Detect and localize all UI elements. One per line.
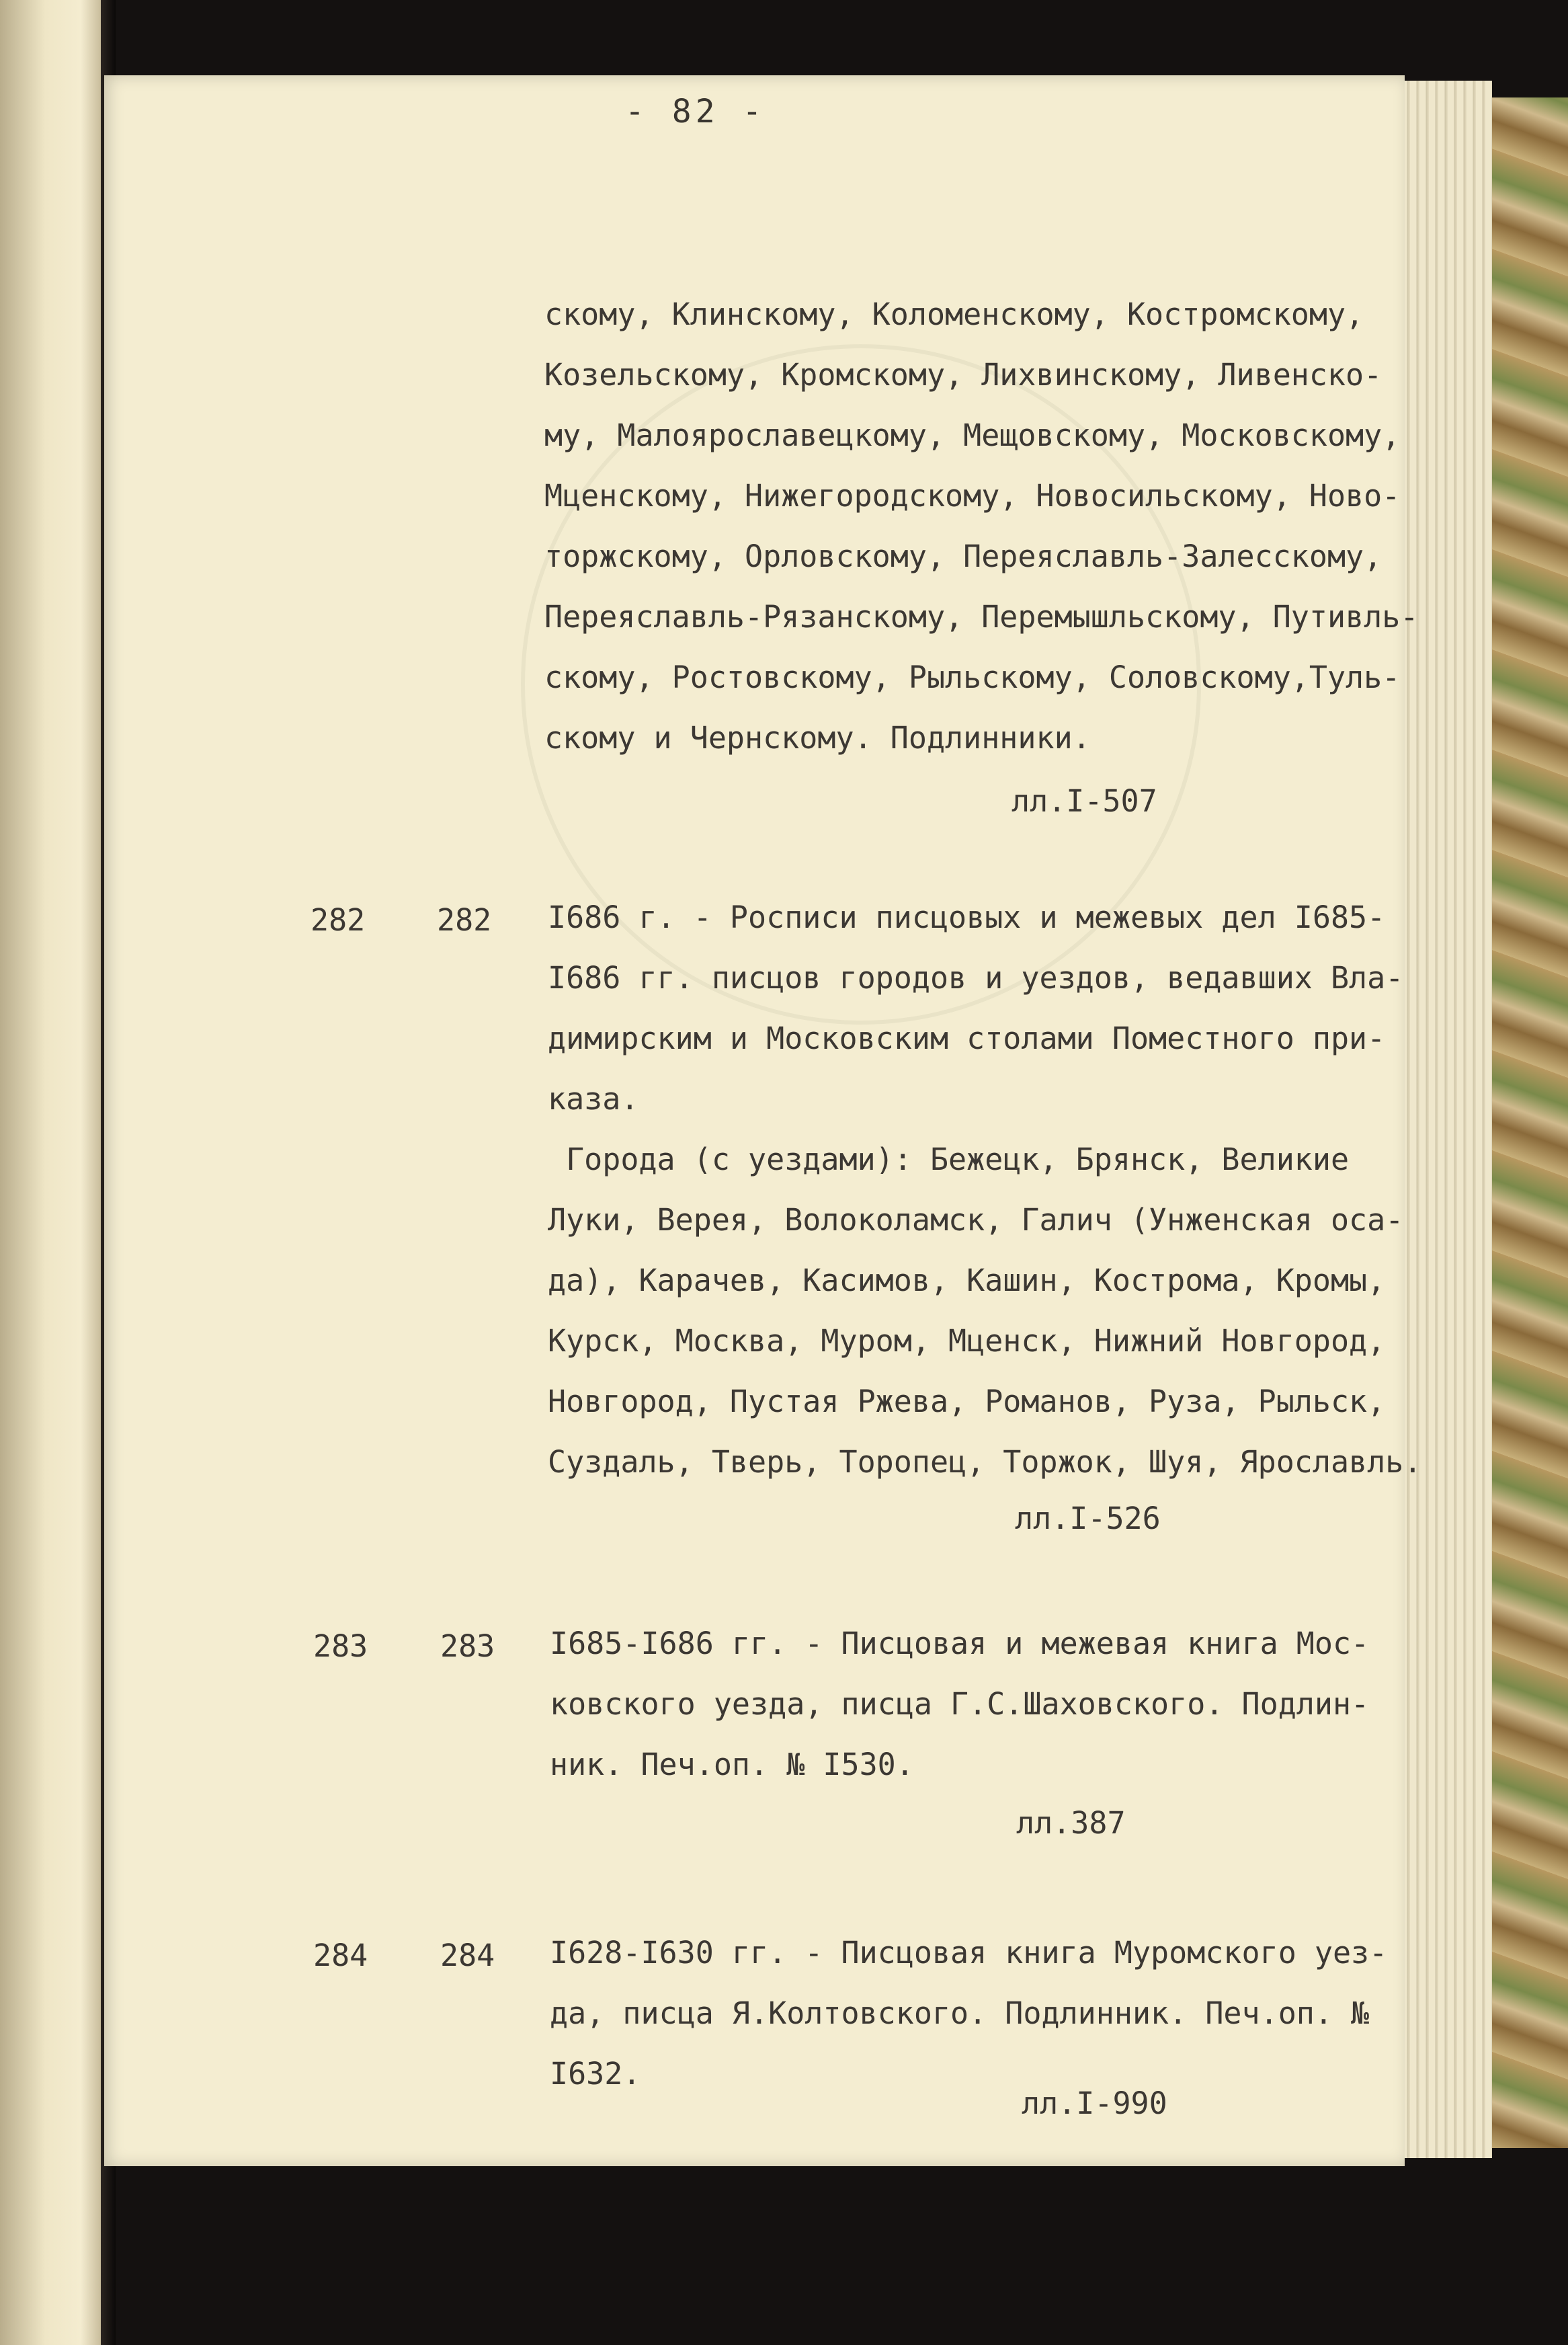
text-line: Переяславль-Рязанскому, Перемышльскому, Путивль- <box>544 599 1419 635</box>
text-line: да, писца Я.Колтовского. Подлинник. Печ.оп. № <box>550 1995 1370 2031</box>
text-line: скому и Чернскому. Подлинники. <box>544 720 1091 756</box>
entry-number-secondary: 282 <box>437 902 492 938</box>
text-line: Курск, Москва, Муром, Мценск, Нижний Новгород, <box>548 1323 1386 1359</box>
text-line: му, Малоярославецкому, Мещовскому, Московскому, <box>544 418 1401 453</box>
text-line: ник. Печ.оп. № I530. <box>550 1747 914 1782</box>
entry-number: 284 <box>313 1938 368 1973</box>
text-line: I686 г. - Росписи писцовых и межевых дел I685- <box>548 900 1386 935</box>
text-line: Новгород, Пустая Ржева, Романов, Руза, Рыльск, <box>548 1384 1386 1419</box>
folio-reference: лл.I-526 <box>1015 1501 1161 1536</box>
folio-reference: лл.I-990 <box>1022 2085 1167 2121</box>
text-line: I632. <box>550 2056 641 2092</box>
text-line: скому, Ростовскому, Рыльскому, Соловскому,Туль- <box>544 660 1401 695</box>
text-line: Мценскому, Нижегородскому, Новосильскому, Ново- <box>544 478 1401 514</box>
text-line: Суздаль, Тверь, Торопец, Торжок, Шуя, Ярославль. <box>548 1444 1422 1480</box>
page-number: - 82 - <box>625 93 766 130</box>
text-line: Козельскому, Кромскому, Лихвинскому, Ливенско- <box>544 357 1383 393</box>
text-line: димирским и Московским столами Поместного при- <box>548 1021 1386 1056</box>
text-line: I685-I686 гг. - Писцовая и межевая книга Мос- <box>550 1626 1370 1661</box>
folio-reference: лл.387 <box>1016 1805 1126 1841</box>
entry-number-secondary: 283 <box>440 1628 495 1664</box>
text-line: скому, Клинскому, Коломенскому, Костромскому, <box>544 296 1364 332</box>
text-line: I686 гг. писцов городов и уездов, ведавших Вла- <box>548 960 1404 996</box>
text-line: I628-I630 гг. - Писцовая книга Муромского уез- <box>550 1935 1388 1971</box>
text-line: Луки, Верея, Волоколамск, Галич (Унженская оса- <box>548 1202 1404 1238</box>
entry-number: 282 <box>311 902 366 938</box>
text-line: Города (с уездами): Бежецк, Брянск, Великие <box>548 1142 1350 1177</box>
page-stack-edges <box>1391 81 1492 2158</box>
left-page-edge <box>0 0 101 2345</box>
text-line: да), Карачев, Касимов, Кашин, Кострома, Кромы, <box>548 1263 1386 1298</box>
text-line: каза. <box>548 1081 639 1117</box>
text-line: торжскому, Орловскому, Переяславль-Залесскому, <box>544 539 1383 574</box>
entry-number-secondary: 284 <box>440 1938 495 1973</box>
entry-number: 283 <box>313 1628 368 1664</box>
text-line: ковского уезда, писца Г.С.Шаховского. Подлин- <box>550 1686 1370 1722</box>
folio-reference: лл.I-507 <box>1012 783 1157 819</box>
